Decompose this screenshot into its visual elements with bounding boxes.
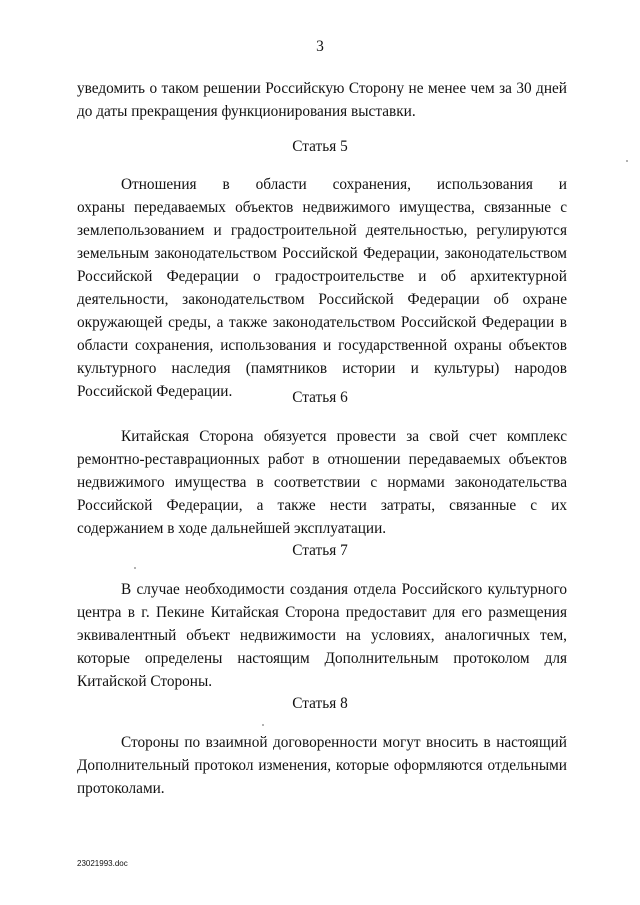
paragraph-line: Российской Федерации о градостроительстве и об архитектурной <box>77 268 567 285</box>
scan-speck <box>626 160 628 162</box>
paragraph-line: деятельности, законодательством Российской Федерации об охране <box>77 291 567 308</box>
article-heading: Статья 5 <box>292 138 348 155</box>
paragraph-line: недвижимого имущества в соответствии с нормами законодательства <box>77 474 567 491</box>
paragraph-line: Стороны по взаимной договоренности могут вносить в настоящий <box>121 734 567 751</box>
paragraph-line: уведомить о таком решении Российскую Сторону не менее чем за 30 дней <box>77 80 567 97</box>
paragraph-line: землепользованием и градостроительной деятельностью, регулируются <box>77 222 567 239</box>
paragraph-line: эквивалентный объект недвижимости на условиях, аналогичных тем, <box>77 627 567 644</box>
paragraph-line: Отношения в области сохранения, использования и <box>121 176 567 193</box>
article-heading: Статья 8 <box>292 695 348 712</box>
scan-speck <box>262 724 264 726</box>
paragraph-line: охраны передаваемых объектов недвижимого имущества, связанные с <box>77 199 567 216</box>
article-heading: Статья 7 <box>292 542 348 559</box>
paragraph-line: культурного наследия (памятников истории и культуры) народов <box>77 360 567 377</box>
page-number: 3 <box>316 38 324 55</box>
file-name-footer: 23021993.doc <box>77 859 128 868</box>
paragraph-line: центра в г. Пекине Китайская Сторона предоставит для его размещения <box>77 604 567 621</box>
paragraph-line: Российской Федерации, а также нести затраты, связанные с их <box>77 497 567 514</box>
paragraph-line: Дополнительный протокол изменения, которые оформляются отдельными <box>77 757 567 774</box>
paragraph-line: земельным законодательством Российской Федерации, законодательством <box>77 245 567 262</box>
paragraph-line: окружающей среды, а также законодательством Российской Федерации в <box>77 314 567 331</box>
paragraph-line: содержанием в ходе дальнейшей эксплуатации. <box>77 520 387 537</box>
article-heading: Статья 6 <box>292 389 348 406</box>
scan-speck <box>134 567 136 569</box>
paragraph-line: Китайской Стороны. <box>77 673 213 690</box>
paragraph-line: области сохранения, использования и государственной охраны объектов <box>77 337 567 354</box>
paragraph-line: протоколами. <box>77 780 165 797</box>
paragraph-line: В случае необходимости создания отдела Российского культурного <box>121 581 567 598</box>
paragraph-line: ремонтно-реставрационных работ в отношении передаваемых объектов <box>77 451 567 468</box>
paragraph-line: до даты прекращения функционирования выставки. <box>77 103 416 120</box>
paragraph-line: Российской Федерации. <box>77 383 233 400</box>
paragraph-line: которые определены настоящим Дополнительным протоколом для <box>77 650 567 667</box>
paragraph-line: Китайская Сторона обязуется провести за свой счет комплекс <box>121 428 567 445</box>
